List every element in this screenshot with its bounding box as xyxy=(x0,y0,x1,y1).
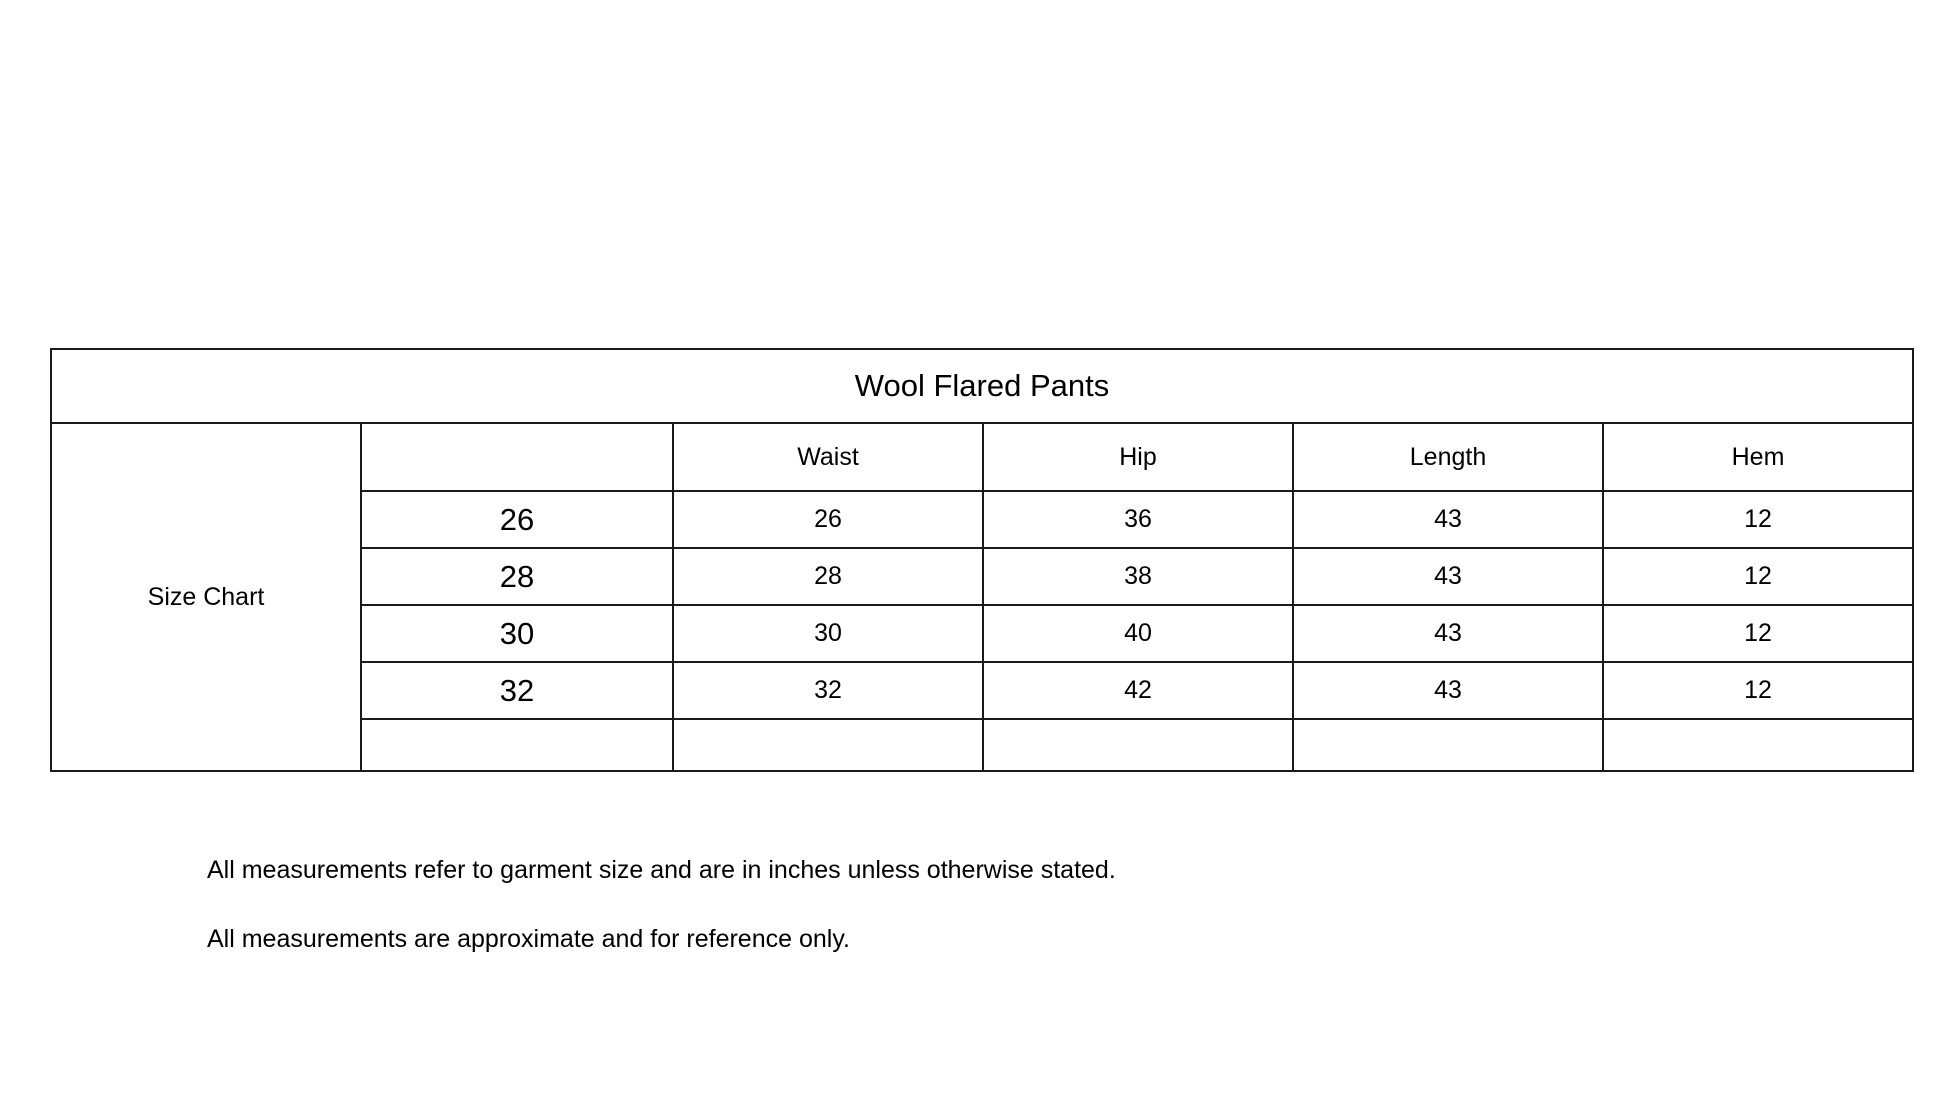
size-chart-table xyxy=(50,348,1914,772)
cell-length: 43 xyxy=(1293,491,1603,548)
cell-size: 28 xyxy=(361,548,673,605)
cell-length: 43 xyxy=(1293,605,1603,662)
cell-size: 30 xyxy=(361,605,673,662)
cell-waist: 26 xyxy=(673,491,983,548)
header-hem: Hem xyxy=(1603,423,1913,491)
cell-waist: 28 xyxy=(673,548,983,605)
cell-hip: 42 xyxy=(983,662,1293,719)
cell-empty-waist xyxy=(673,719,983,771)
header-size xyxy=(361,423,673,491)
cell-waist: 30 xyxy=(673,605,983,662)
product-title: Wool Flared Pants xyxy=(51,349,1913,423)
cell-length: 43 xyxy=(1293,662,1603,719)
cell-waist: 32 xyxy=(673,662,983,719)
size-chart-label: Size Chart xyxy=(51,423,361,771)
cell-hem: 12 xyxy=(1603,662,1913,719)
cell-size: 26 xyxy=(361,491,673,548)
cell-empty-hip xyxy=(983,719,1293,771)
note-measurements-approximate: All measurements are approximate and for reference only. xyxy=(207,925,850,953)
header-hip: Hip xyxy=(983,423,1293,491)
table-title-row xyxy=(51,349,1913,423)
cell-hem: 12 xyxy=(1603,491,1913,548)
cell-length: 43 xyxy=(1293,548,1603,605)
cell-hem: 12 xyxy=(1603,605,1913,662)
header-waist: Waist xyxy=(673,423,983,491)
cell-size: 32 xyxy=(361,662,673,719)
note-measurements-units: All measurements refer to garment size and are in inches unless otherwise stated. xyxy=(207,856,1116,884)
cell-hip: 40 xyxy=(983,605,1293,662)
cell-empty-size xyxy=(361,719,673,771)
cell-empty-length xyxy=(1293,719,1603,771)
cell-hip: 36 xyxy=(983,491,1293,548)
notes-block xyxy=(207,855,1607,993)
cell-hem: 12 xyxy=(1603,548,1913,605)
header-length: Length xyxy=(1293,423,1603,491)
cell-empty-hem xyxy=(1603,719,1913,771)
cell-hip: 38 xyxy=(983,548,1293,605)
table-header-row xyxy=(51,423,1913,491)
